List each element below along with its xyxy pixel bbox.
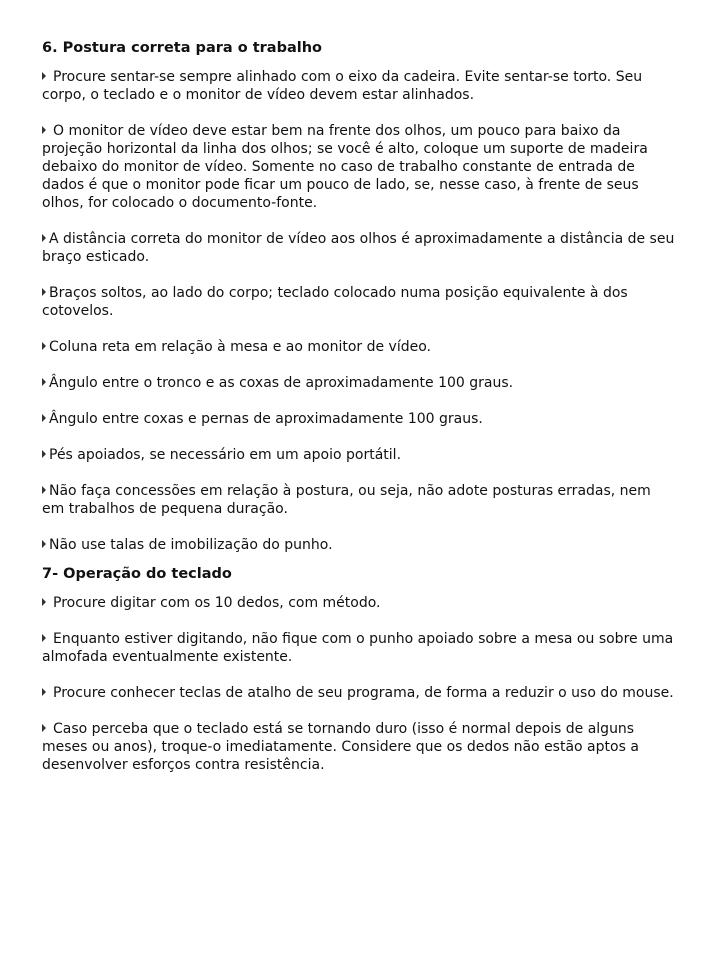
list-item: [42, 374, 676, 392]
list-item-text: Procure conhecer teclas de atalho de seu programa, de forma a reduzir o uso do mouse.: [53, 685, 674, 701]
bullet-arrow-icon: [42, 598, 46, 606]
list-item: [42, 284, 676, 320]
list-item-text: Ângulo entre coxas e pernas de aproximadamente 100 graus.: [49, 411, 483, 427]
bullet-arrow-icon: [42, 414, 46, 422]
list-item-text: Pés apoiados, se necessário em um apoio portátil.: [49, 447, 402, 463]
list-item: [42, 720, 676, 774]
bullet-arrow-icon: [42, 378, 46, 386]
list-item-text: O monitor de vídeo deve estar bem na frente dos olhos, um pouco para baixo da projeção horizontal da linha dos olhos; se você é alto, coloque um suporte de madeira debaixo do monitor de vídeo. Somente no caso de trabalho constante de entrada de dados é que o monitor pode ficar um pouco de lado, se, nesse caso, à frente de seus olhos, for colocado o documento-fonte.: [42, 123, 648, 211]
list-item-text: Braços soltos, ao lado do corpo; teclado colocado numa posição equivalente à dos cotovelos.: [42, 285, 628, 319]
bullet-arrow-icon: [42, 234, 46, 242]
list-item: [42, 230, 676, 266]
list-item-text: Procure digitar com os 10 dedos, com método.: [53, 595, 381, 611]
bullet-arrow-icon: [42, 724, 46, 732]
bullet-arrow-icon: [42, 72, 46, 80]
list-item-text: A distância correta do monitor de vídeo aos olhos é aproximadamente a distância de seu braço esticado.: [42, 231, 675, 265]
list-item: [42, 410, 676, 428]
list-item: [42, 594, 676, 612]
bullet-arrow-icon: [42, 486, 46, 494]
list-item: [42, 446, 676, 464]
list-item-text: Coluna reta em relação à mesa e ao monitor de vídeo.: [49, 339, 431, 355]
list-item: [42, 684, 676, 702]
bullet-arrow-icon: [42, 126, 46, 134]
bullet-arrow-icon: [42, 450, 46, 458]
list-item-text: Caso perceba que o teclado está se tornando duro (isso é normal depois de alguns meses ou anos), troque-o imediatamente. Considere que os dedos não estão aptos a desenvolver esforços contra resistência.: [42, 721, 639, 773]
section-6-title: 6. Postura correta para o trabalho: [42, 40, 323, 56]
document-page: [42, 38, 676, 792]
list-item: [42, 122, 676, 212]
list-item: [42, 338, 676, 356]
list-item-text: Enquanto estiver digitando, não fique com o punho apoiado sobre a mesa ou sobre uma almofada eventualmente existente.: [42, 631, 674, 665]
bullet-arrow-icon: [42, 688, 46, 696]
list-item-text: Procure sentar-se sempre alinhado com o eixo da cadeira. Evite sentar-se torto. Seu corpo, o teclado e o monitor de vídeo devem estar alinhados.: [42, 69, 643, 103]
list-item-text: Ângulo entre o tronco e as coxas de aproximadamente 100 graus.: [49, 375, 514, 391]
bullet-arrow-icon: [42, 540, 46, 548]
list-item-text: Não faça concessões em relação à postura, ou seja, não adote posturas erradas, nem em trabalhos de pequena duração.: [42, 483, 651, 517]
list-item: [42, 482, 676, 518]
list-item: [42, 630, 676, 666]
section-7-title: 7- Operação do teclado: [42, 566, 232, 582]
bullet-arrow-icon: [42, 342, 46, 350]
list-item: [42, 68, 676, 104]
list-item-text: Não use talas de imobilização do punho.: [49, 537, 333, 553]
list-item: [42, 536, 676, 554]
bullet-arrow-icon: [42, 288, 46, 296]
bullet-arrow-icon: [42, 634, 46, 642]
